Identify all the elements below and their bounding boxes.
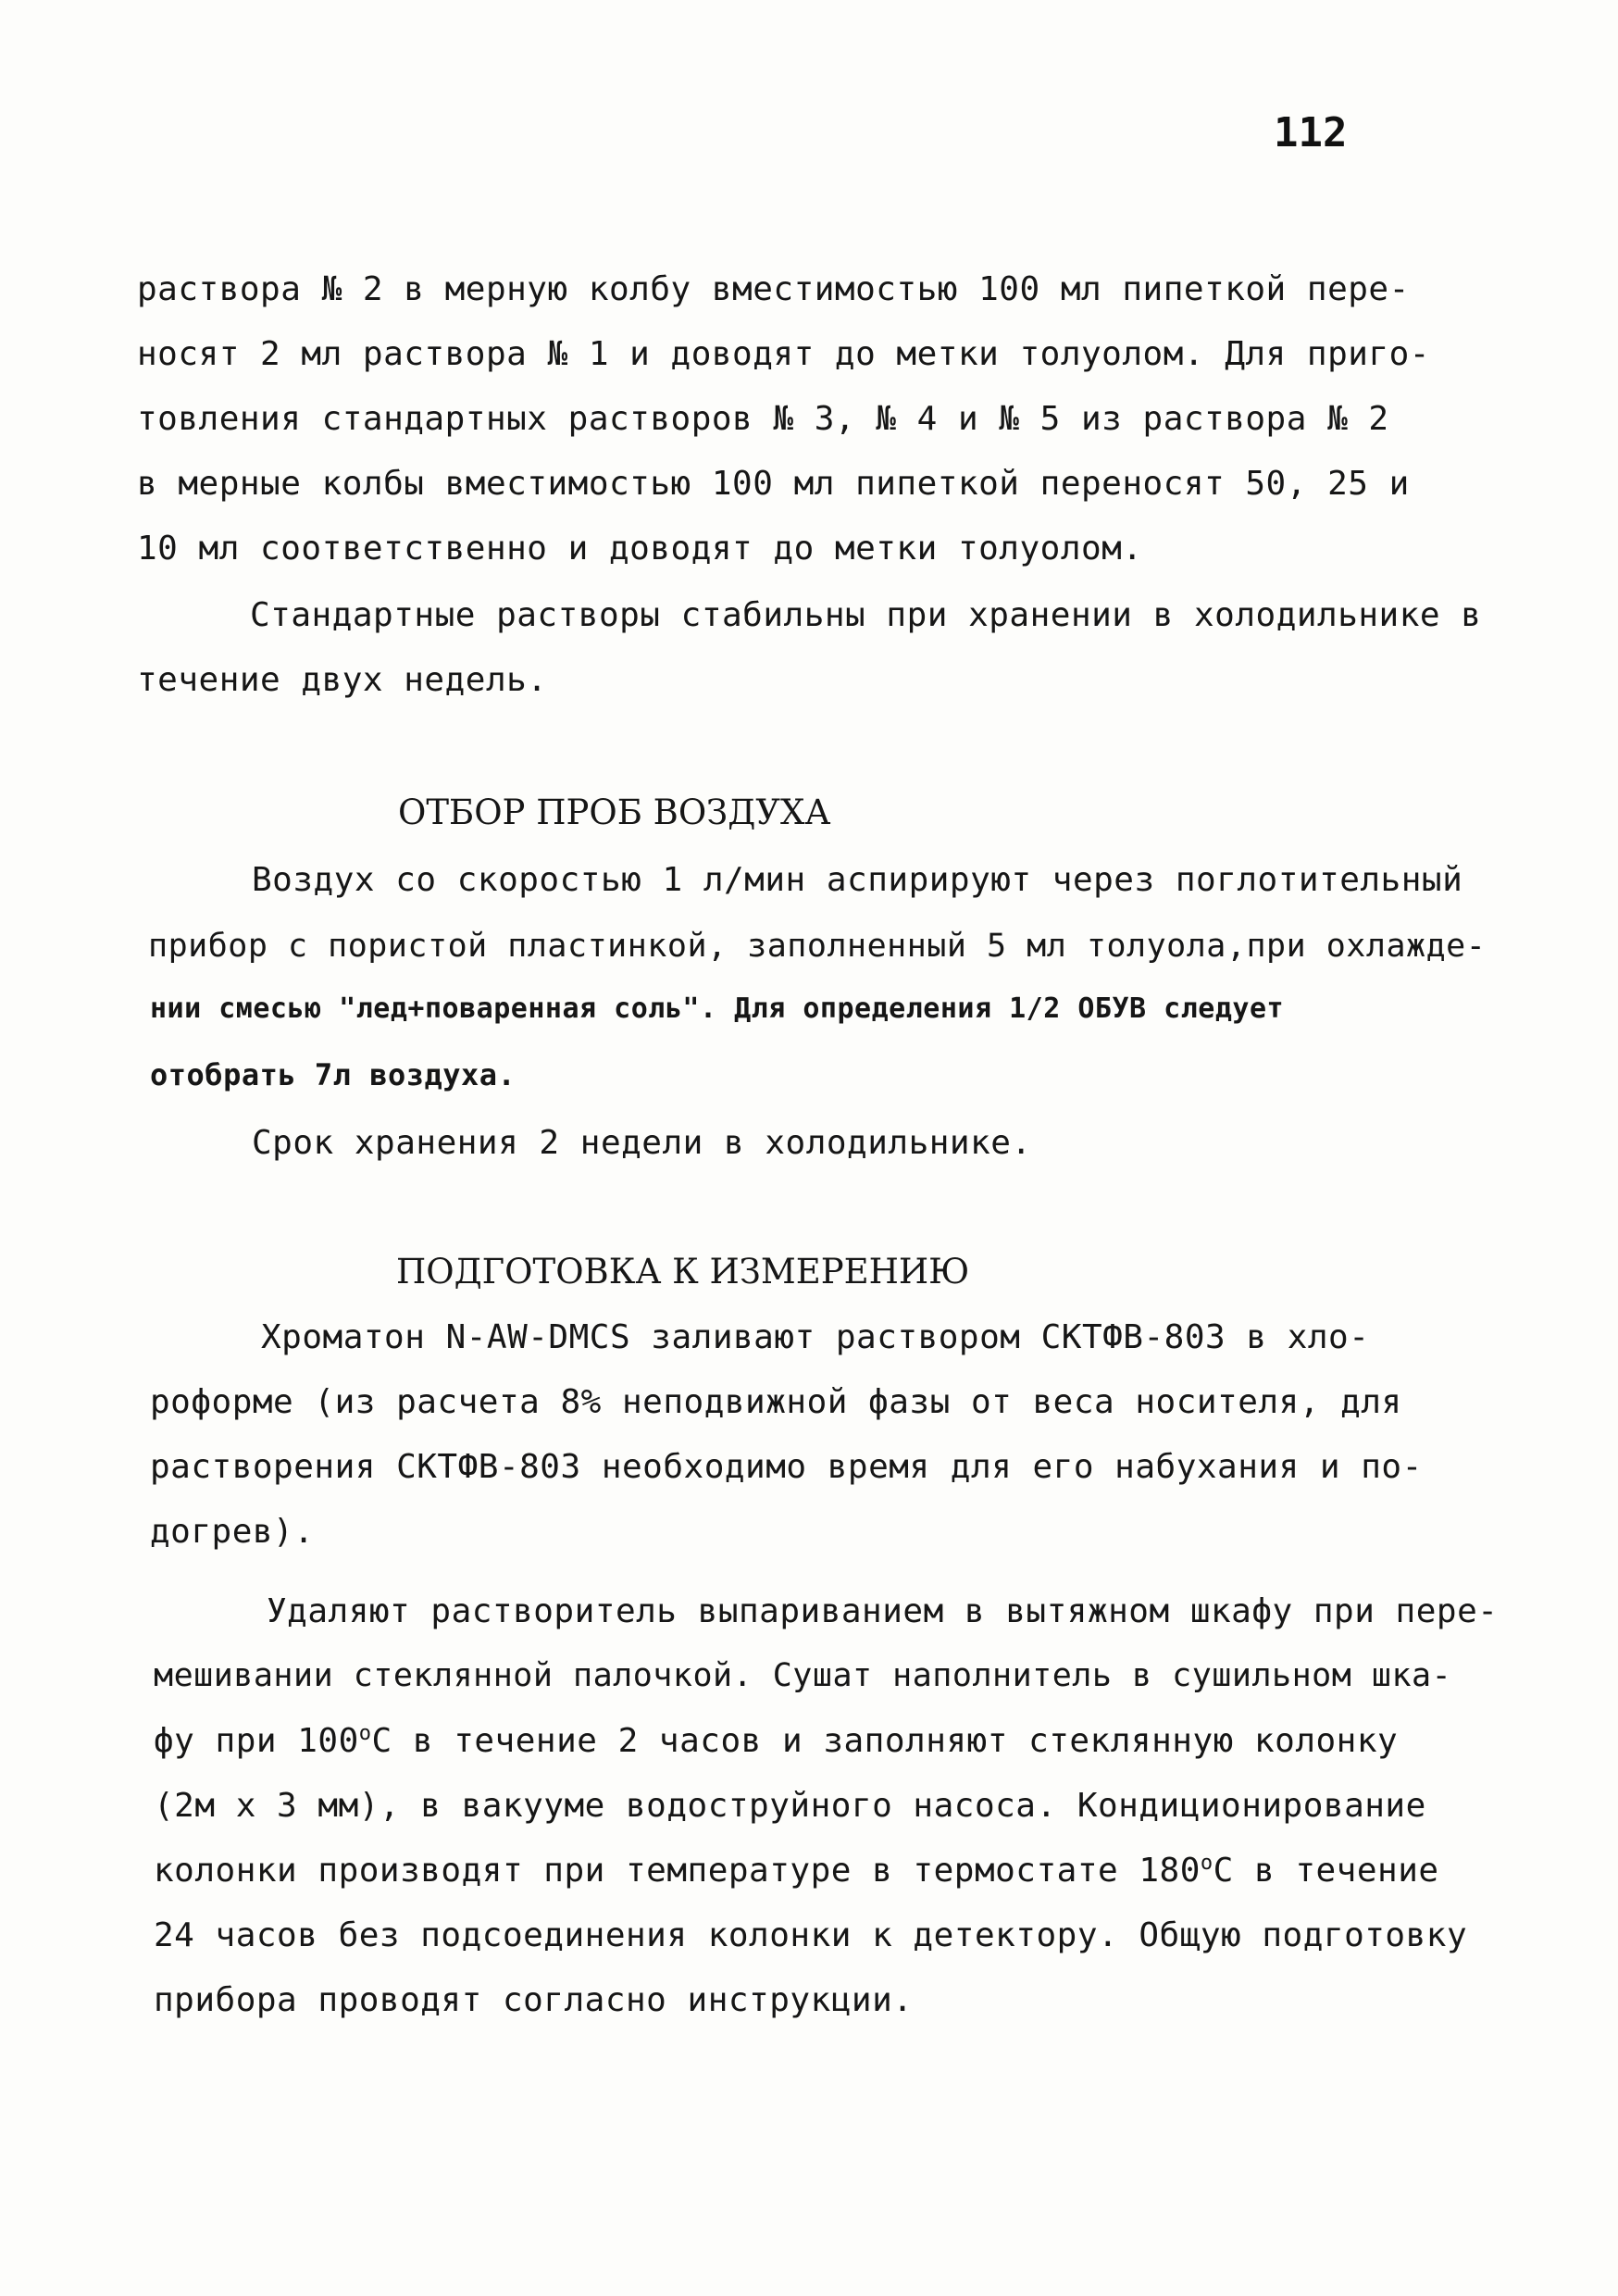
text-line: Воздух со скоростью 1 л/мин аспирируют через поглотительный (252, 861, 1463, 899)
text-line: прибора проводят согласно инструкции. (154, 1981, 914, 2019)
text-line: Срок хранения 2 недели в холодильнике. (252, 1124, 1032, 1162)
text-line: нии смесью "лед+поваренная соль". Для определения 1/2 ОБУВ следует (150, 992, 1285, 1025)
degree-sign: о (358, 1722, 372, 1745)
text-line: Хроматон N-AW-DMCS заливают раствором СКТФВ-803 в хло- (261, 1318, 1370, 1356)
text-line: течение двух недель. (137, 661, 548, 699)
text-line: 24 часов без подсоединения колонки к детектору. Общую подготовку (154, 1916, 1468, 1954)
degree-sign: о (1200, 1852, 1214, 1875)
text-line: раствора № 2 в мерную колбу вместимостью 100 мл пипеткой пере- (137, 270, 1410, 308)
text-line: Стандартные растворы стабильны при хранении в холодильнике в (250, 596, 1482, 634)
text-line: отобрать 7л воздуха. (150, 1057, 517, 1092)
text-line: роформе (из расчета 8% неподвижной фазы от веса носителя, для (150, 1383, 1402, 1421)
text-line: растворения СКТФВ-803 необходимо время для его набухания и по- (150, 1448, 1423, 1486)
section-heading: ПОДГОТОВКА К ИЗМЕРЕНИЮ (396, 1252, 970, 1292)
section-heading: ОТБОР ПРОБ ВОЗДУХА (398, 792, 831, 832)
text-line (154, 1852, 1439, 1890)
text-line: догрев). (150, 1513, 315, 1551)
text-line: мешивании стеклянной палочкой. Сушат наполнитель в сушильном шка- (154, 1657, 1452, 1694)
page-number: 112 (1274, 109, 1348, 156)
text-line: носят 2 мл раствора № 1 и доводят до метки толуолом. Для приго- (137, 335, 1430, 373)
text-line: товления стандартных растворов № 3, № 4 и № 5 из раствора № 2 (137, 400, 1389, 438)
text-part: фу при 100 (154, 1722, 359, 1760)
text-part: колонки производят при температуре в термостате 180 (154, 1852, 1201, 1890)
text-line: прибор с пористой пластинкой, заполненный 5 мл толуола,при охлажде- (148, 928, 1487, 965)
text-part: С в течение (1213, 1852, 1439, 1890)
text-line: 10 мл соответственно и доводят до метки толуолом. (137, 530, 1143, 568)
text-line: в мерные колбы вместимостью 100 мл пипеткой переносят 50, 25 и (137, 465, 1410, 503)
text-part: С в течение 2 часов и заполняют стеклянную колонку (371, 1722, 1399, 1760)
text-line: (2м х 3 мм), в вакууме водоструйного насоса. Кондиционирование (154, 1787, 1426, 1825)
text-line (154, 1722, 1398, 1760)
text-line: Удаляют растворитель выпариванием в вытяжном шкафу при пере- (267, 1592, 1499, 1630)
